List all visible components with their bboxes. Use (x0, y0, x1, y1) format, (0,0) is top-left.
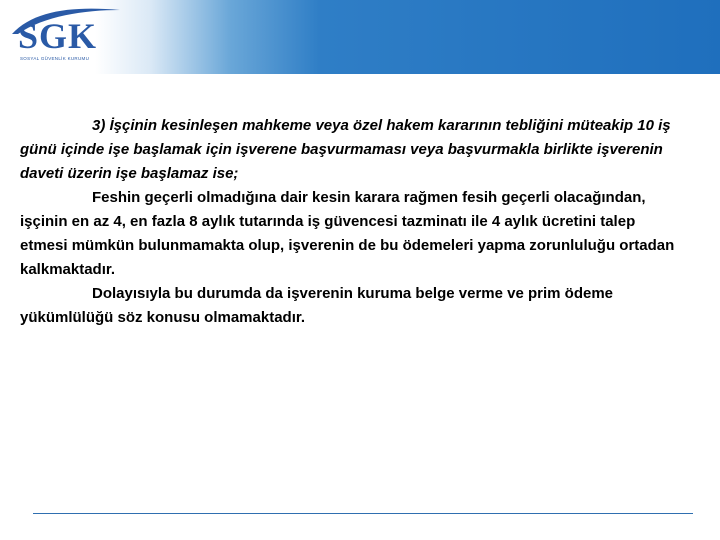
paragraph-consequence: Feshin geçerli olmadığına dair kesin karara rağmen fesih geçerli olacağından, işçinin en az 4, en fazla 8 aylık tutarında iş güvencesi tazminatı ile 4 aylık ücretini talep etmesi mümkün bulunmamakta olup, işverenin de bu ödemeleri yapma zorunluluğu ortadan kalkmaktadır. (20, 189, 675, 278)
slide-body (20, 114, 680, 330)
paragraph-conclusion: Dolayısıyla bu durumda da işverenin kuruma belge verme ve prim ödeme yükümlülüğü söz konusu olmamaktadır. (20, 285, 614, 326)
logo-text: SGK (18, 16, 98, 56)
footer-divider (33, 513, 693, 514)
logo-subtitle: SOSYAL GÜVENLİK KURUMU (20, 56, 90, 61)
paragraph-condition: 3) İşçinin kesinleşen mahkeme veya özel hakem kararının tebliğini müteakip 10 iş günü içinde işe başlamak için işverene başvurmaması veya başvurmakla birlikte işverenin daveti üzerin işe başlamaz ise; (20, 117, 671, 182)
sgk-logo (4, 4, 124, 66)
